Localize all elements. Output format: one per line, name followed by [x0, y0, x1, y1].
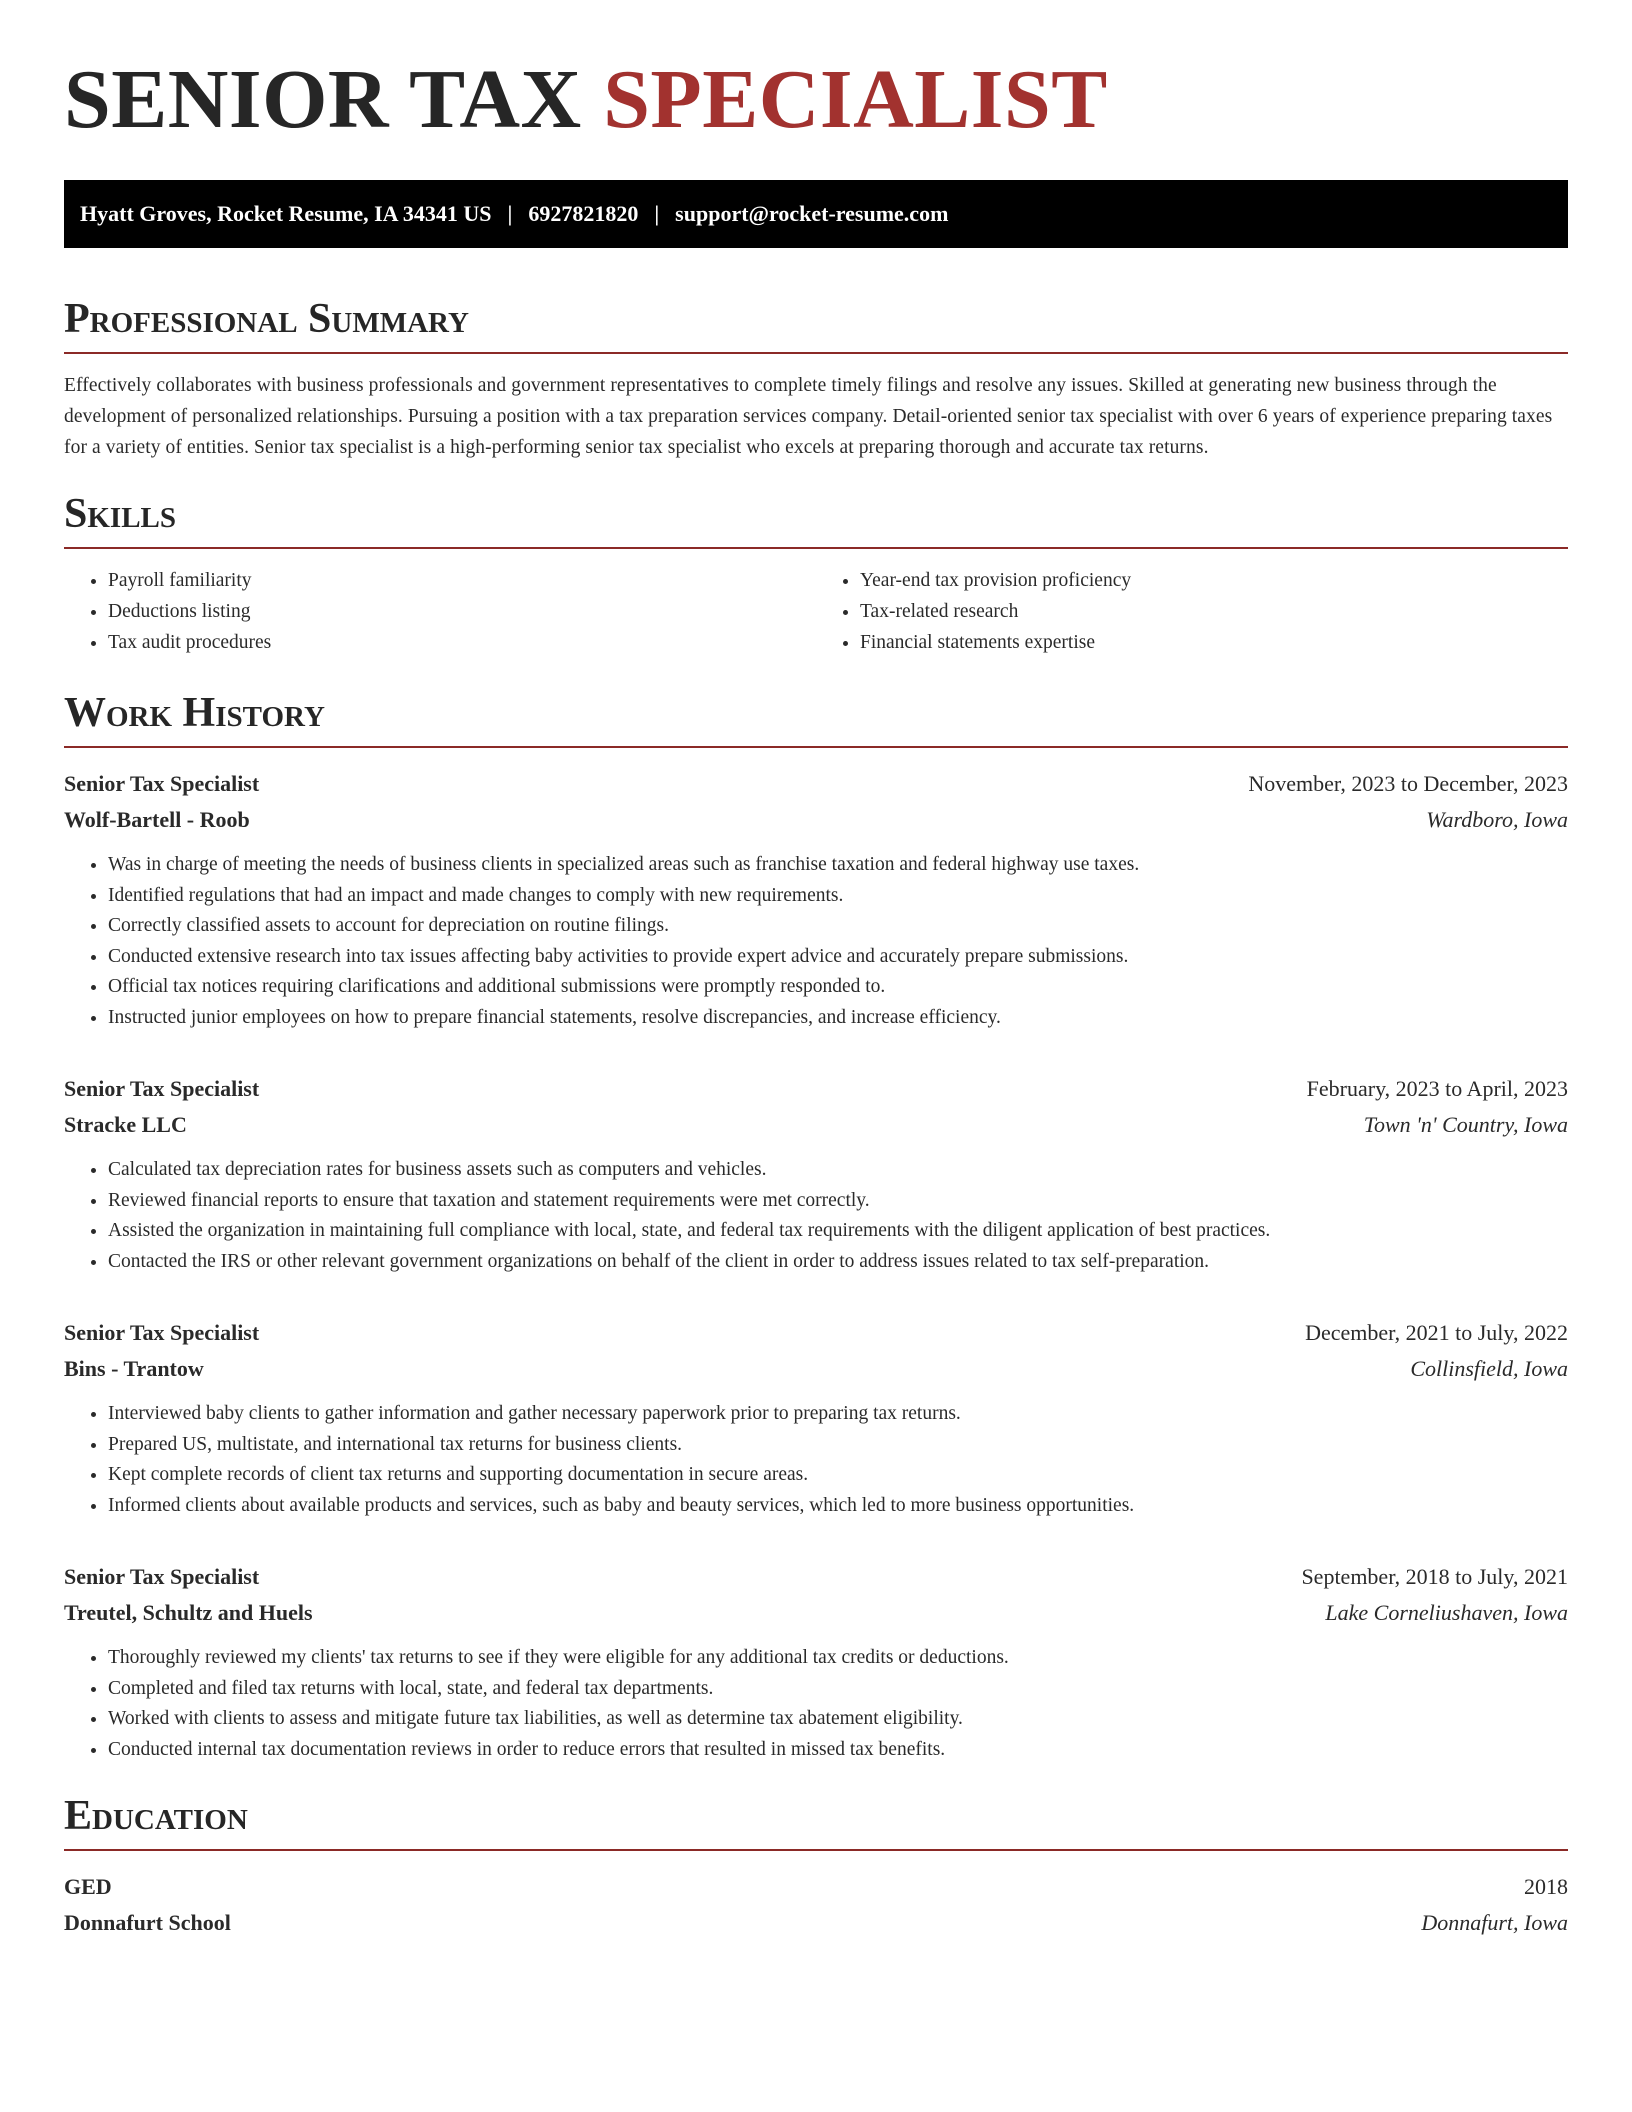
job-bullets	[64, 1643, 1568, 1765]
job-bullet: • Was in charge of meeting the needs of business clients in specialized areas such as franchise taxation and federal highway use taxes.	[108, 850, 1568, 881]
job-bullet: • Instructed junior employees on how to prepare financial statements, resolve discrepancies, and increase efficiency.	[108, 1003, 1568, 1034]
job-dates: February, 2023 to April, 2023	[1306, 1076, 1568, 1101]
work-history-section	[64, 692, 1568, 1765]
contact-separator: |	[654, 201, 660, 226]
contact-separator: |	[507, 201, 513, 226]
education-year: 2018	[1524, 1874, 1568, 1899]
job-dates: December, 2021 to July, 2022	[1305, 1320, 1568, 1345]
job-location: Collinsfield, Iowa	[1410, 1356, 1568, 1381]
job-bullet: • Worked with clients to assess and mitigate future tax liabilities, as well as determine tax abatement eligibility.	[108, 1704, 1568, 1735]
job-role: Senior Tax Specialist	[64, 771, 260, 796]
job-bullet: • Interviewed baby clients to gather information and gather necessary paperwork prior to preparing tax returns.	[108, 1399, 1568, 1430]
job-bullets	[64, 850, 1568, 1033]
skills-column-right	[816, 565, 1568, 658]
job-bullets	[64, 1399, 1568, 1521]
contact-address: Hyatt Groves, Rocket Resume, IA 34341 US	[80, 201, 492, 226]
job-company: Stracke LLC	[64, 1112, 187, 1137]
skill-item: • Payroll familiarity	[108, 565, 816, 596]
job-location: Lake Corneliushaven, Iowa	[1325, 1600, 1568, 1625]
education-header-row	[64, 1869, 1568, 1905]
skills-column-left	[64, 565, 816, 658]
job-company-row	[64, 1351, 1568, 1387]
job-company-row	[64, 1107, 1568, 1143]
title-main: SENIOR TAX	[64, 53, 604, 146]
job-header-row	[64, 1071, 1568, 1107]
job-header-row	[64, 766, 1568, 802]
job-bullet: • Completed and filed tax returns with local, state, and federal tax departments.	[108, 1674, 1568, 1705]
job-company-row	[64, 1595, 1568, 1631]
job-company: Bins - Trantow	[64, 1356, 204, 1381]
job-bullet: • Contacted the IRS or other relevant government organizations on behalf of the client in order to address issues related to tax self-preparation.	[108, 1247, 1568, 1278]
job-bullets	[64, 1155, 1568, 1277]
education-entry	[64, 1869, 1568, 1941]
resume-title	[64, 53, 1568, 146]
job-entry	[64, 766, 1568, 1033]
job-entry	[64, 1559, 1568, 1765]
job-dates: September, 2018 to July, 2021	[1301, 1564, 1568, 1589]
contact-phone[interactable]: 6927821820	[528, 201, 639, 226]
education-school: Donnafurt School	[64, 1910, 231, 1935]
education-location: Donnafurt, Iowa	[1421, 1910, 1568, 1935]
job-bullet: • Assisted the organization in maintaining full compliance with local, state, and federal tax requirements with the diligent application of best practices.	[108, 1216, 1568, 1247]
summary-heading: Professional Summary	[64, 298, 1568, 354]
skills-section	[64, 493, 1568, 658]
job-header-row	[64, 1315, 1568, 1351]
work-history-heading: Work History	[64, 692, 1568, 748]
job-role: Senior Tax Specialist	[64, 1076, 260, 1101]
job-dates: November, 2023 to December, 2023	[1248, 771, 1568, 796]
job-bullet: • Prepared US, multistate, and international tax returns for business clients.	[108, 1430, 1568, 1461]
education-school-row	[64, 1905, 1568, 1941]
job-role: Senior Tax Specialist	[64, 1564, 260, 1589]
job-company-row	[64, 802, 1568, 838]
skills-heading: Skills	[64, 493, 1568, 549]
job-bullet: • Conducted internal tax documentation reviews in order to reduce errors that resulted in missed tax benefits.	[108, 1735, 1568, 1766]
job-role: Senior Tax Specialist	[64, 1320, 260, 1345]
job-bullet: • Kept complete records of client tax returns and supporting documentation in secure areas.	[108, 1460, 1568, 1491]
job-bullet: • Informed clients about available products and services, such as baby and beauty services, which led to more business opportunities.	[108, 1491, 1568, 1522]
job-bullet: • Conducted extensive research into tax issues affecting baby activities to provide expert advice and accurately prepare submissions.	[108, 942, 1568, 973]
skill-item: • Deductions listing	[108, 596, 816, 627]
job-bullet: • Official tax notices requiring clarifications and additional submissions were promptly responded to.	[108, 972, 1568, 1003]
summary-section	[64, 298, 1568, 463]
contact-email[interactable]: support@rocket-resume.com	[675, 201, 949, 226]
summary-text: Effectively collaborates with business professionals and government representatives to complete timely filings and resolve any issues. Skilled at generating new business through the development of personalized relationships. Pursuing a position with a tax preparation services company. Detail-oriented senior tax specialist with over 6 years of experience preparing taxes for a variety of entities. Senior tax specialist is a high-performing senior tax specialist who excels at preparing thorough and accurate tax returns.	[64, 375, 1553, 458]
job-bullet: • Reviewed financial reports to ensure that taxation and statement requirements were met correctly.	[108, 1186, 1568, 1217]
job-entry	[64, 1071, 1568, 1277]
job-bullet: • Correctly classified assets to account for depreciation on routine filings.	[108, 911, 1568, 942]
skill-item: • Tax-related research	[860, 596, 1568, 627]
job-company: Wolf-Bartell - Roob	[64, 807, 250, 832]
job-company: Treutel, Schultz and Huels	[64, 1600, 313, 1625]
title-accent: SPECIALIST	[603, 53, 1108, 146]
skill-item: • Financial statements expertise	[860, 627, 1568, 658]
job-header-row	[64, 1559, 1568, 1595]
job-location: Town 'n' Country, Iowa	[1363, 1112, 1568, 1137]
job-entry	[64, 1315, 1568, 1521]
job-bullet: • Identified regulations that had an impact and made changes to comply with new requirements.	[108, 881, 1568, 912]
skill-item: • Tax audit procedures	[108, 627, 816, 658]
job-bullet: • Thoroughly reviewed my clients' tax returns to see if they were eligible for any additional tax credits or deductions.	[108, 1643, 1568, 1674]
education-section	[64, 1795, 1568, 1941]
job-bullet: • Calculated tax depreciation rates for business assets such as computers and vehicles.	[108, 1155, 1568, 1186]
skills-list	[64, 565, 1568, 658]
job-location: Wardboro, Iowa	[1426, 807, 1568, 832]
skill-item: • Year-end tax provision proficiency	[860, 565, 1568, 596]
education-degree: GED	[64, 1874, 112, 1899]
education-heading: Education	[64, 1795, 1568, 1851]
contact-bar	[64, 180, 1568, 248]
